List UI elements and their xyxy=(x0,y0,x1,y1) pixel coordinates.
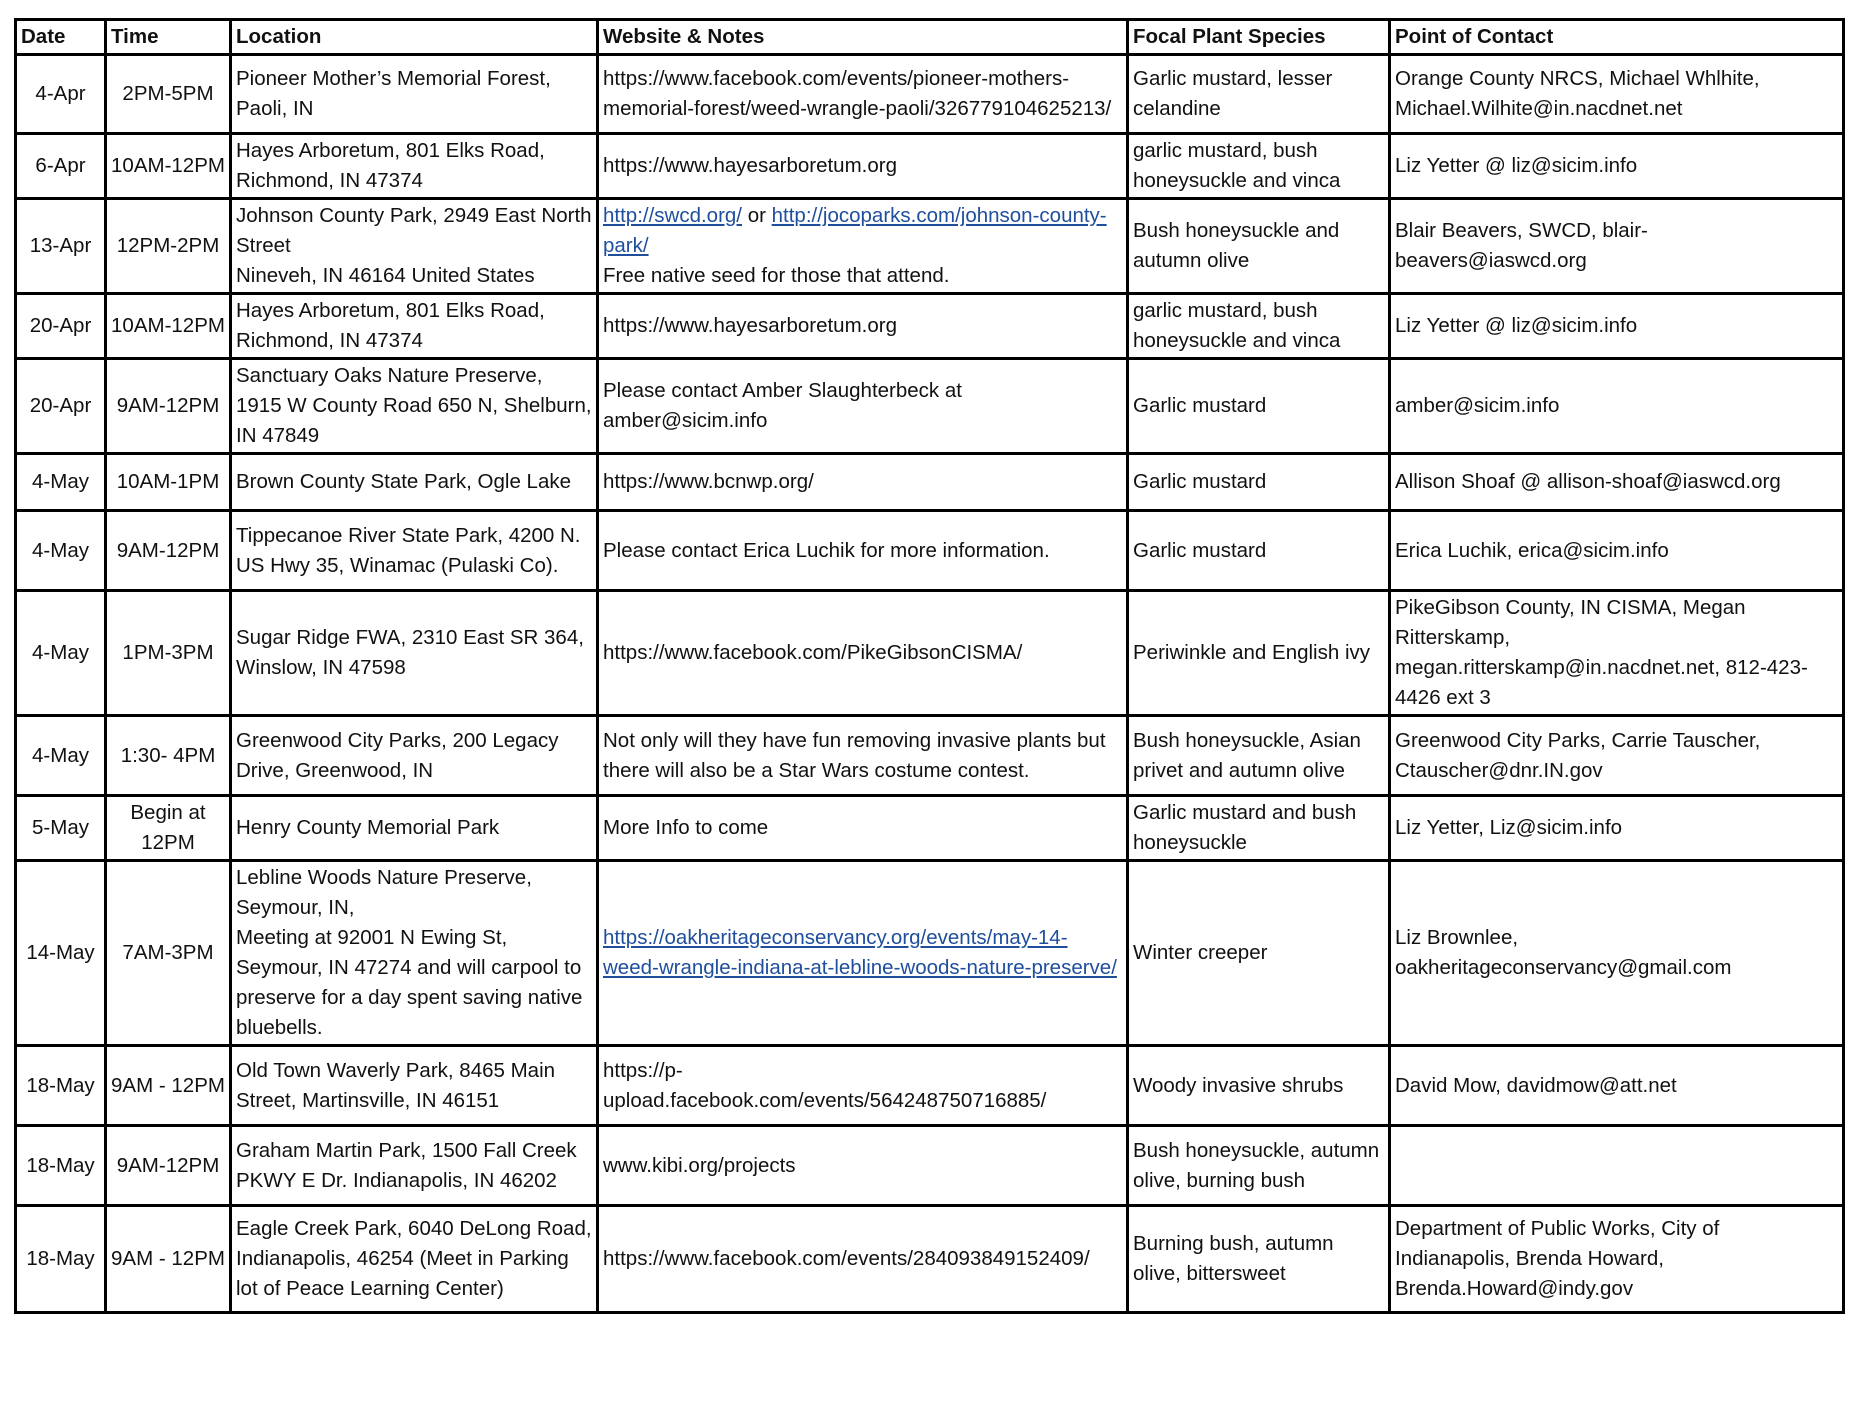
cell-website-notes xyxy=(598,1046,1128,1126)
cell-website-notes xyxy=(598,1126,1128,1206)
website-note: Free native seed for those that attend. xyxy=(603,264,950,287)
cell-location xyxy=(231,134,598,199)
location-text: Brown County State Park, Ogle Lake xyxy=(236,470,572,493)
cell-location xyxy=(231,1126,598,1206)
cell-plant-species: Garlic mustard xyxy=(1128,359,1390,454)
location-text: Greenwood City Parks, 200 Legacy Drive, Greenwood, IN xyxy=(236,728,559,782)
cell-contact: Liz Yetter, Liz@sicim.info xyxy=(1390,796,1844,861)
cell-date: 4-May xyxy=(16,511,106,591)
cell-contact: Liz Yetter @ liz@sicim.info xyxy=(1390,294,1844,359)
cell-website-notes xyxy=(598,454,1128,511)
cell-time: 10AM-1PM xyxy=(106,454,231,511)
cell-date: 4-May xyxy=(16,454,106,511)
header-row xyxy=(16,20,1844,55)
header-website-notes: Website & Notes xyxy=(598,20,1128,55)
cell-date: 13-Apr xyxy=(16,199,106,294)
website-text: Not only will they have fun removing invasive plants but there will also be a Star Wars costume contest. xyxy=(603,728,1106,782)
cell-contact: Erica Luchik, erica@sicim.info xyxy=(1390,511,1844,591)
table-row xyxy=(16,511,1844,591)
table-row xyxy=(16,294,1844,359)
cell-plant-species: garlic mustard, bush honeysuckle and vinca xyxy=(1128,134,1390,199)
cell-plant-species: Bush honeysuckle, Asian privet and autumn olive xyxy=(1128,716,1390,796)
cell-plant-species: Garlic mustard xyxy=(1128,454,1390,511)
link-separator: or xyxy=(742,204,772,227)
cell-plant-species: Garlic mustard, lesser celandine xyxy=(1128,55,1390,134)
website-text: https://www.hayesarboretum.org xyxy=(603,314,897,337)
table-row xyxy=(16,591,1844,716)
website-text: https://p-upload.facebook.com/events/564248750716885/ xyxy=(603,1058,1047,1112)
cell-website-notes xyxy=(598,861,1128,1046)
cell-location xyxy=(231,359,598,454)
cell-location xyxy=(231,55,598,134)
location-text: Eagle Creek Park, 6040 DeLong Road, Indianapolis, 46254 (Meet in Parking lot of Peace Learning Center) xyxy=(236,1217,592,1300)
table-row xyxy=(16,134,1844,199)
location-text: Sanctuary Oaks Nature Preserve, 1915 W County Road 650 N, Shelburn, IN 47849 xyxy=(236,364,592,447)
location-text: Sugar Ridge FWA, 2310 East SR 364, Winslow, IN 47598 xyxy=(236,626,584,679)
cell-plant-species: Burning bush, autumn olive, bittersweet xyxy=(1128,1206,1390,1313)
cell-location xyxy=(231,796,598,861)
cell-date: 20-Apr xyxy=(16,359,106,454)
location-text: Lebline Woods Nature Preserve, Seymour, IN, xyxy=(236,866,532,919)
cell-time: 9AM - 12PM xyxy=(106,1046,231,1126)
cell-date: 4-May xyxy=(16,716,106,796)
cell-website-notes xyxy=(598,591,1128,716)
cell-website-notes xyxy=(598,134,1128,199)
website-text: Please contact Erica Luchik for more information. xyxy=(603,538,1050,562)
location-text: Hayes Arboretum, 801 Elks Road, Richmond, IN 47374 xyxy=(236,299,545,352)
cell-website-notes xyxy=(598,294,1128,359)
cell-website-notes xyxy=(598,796,1128,861)
cell-location xyxy=(231,591,598,716)
cell-time: 9AM-12PM xyxy=(106,359,231,454)
cell-date: 5-May xyxy=(16,796,106,861)
cell-location xyxy=(231,294,598,359)
cell-contact xyxy=(1390,1126,1844,1206)
cell-location xyxy=(231,861,598,1046)
header-date: Date xyxy=(16,20,106,55)
website-text: https://www.facebook.com/events/pioneer-mothers-memorial-forest/weed-wrangle-paoli/326779104625213/ xyxy=(603,67,1112,120)
cell-contact: Liz Brownlee, oakheritageconservancy@gmail.com xyxy=(1390,861,1844,1046)
header-time: Time xyxy=(106,20,231,55)
cell-contact: Orange County NRCS, Michael Whlhite, Michael.Wilhite@in.nacdnet.net xyxy=(1390,55,1844,134)
table-row xyxy=(16,454,1844,511)
cell-time: 9AM-12PM xyxy=(106,511,231,591)
cell-contact: Blair Beavers, SWCD, blair-beavers@iaswcd.org xyxy=(1390,199,1844,294)
header-focal-plant-species: Focal Plant Species xyxy=(1128,20,1390,55)
website-text: Please contact Amber Slaughterbeck at amber@sicim.info xyxy=(603,379,962,432)
cell-date: 18-May xyxy=(16,1126,106,1206)
cell-website-notes xyxy=(598,199,1128,294)
location-text: Hayes Arboretum, 801 Elks Road, Richmond, IN 47374 xyxy=(236,139,545,192)
cell-contact: amber@sicim.info xyxy=(1390,359,1844,454)
location-text: Graham Martin Park, 1500 Fall Creek PKWY E Dr. Indianapolis, IN 46202 xyxy=(236,1138,577,1192)
cell-website-notes xyxy=(598,716,1128,796)
cell-plant-species: Bush honeysuckle, autumn olive, burning bush xyxy=(1128,1126,1390,1206)
header-location: Location xyxy=(231,20,598,55)
cell-date: 14-May xyxy=(16,861,106,1046)
jocoparks-link[interactable]: http://jocoparks.com/johnson-county-park/ xyxy=(603,204,1107,257)
cell-time: 12PM-2PM xyxy=(106,199,231,294)
cell-time: 10AM-12PM xyxy=(106,294,231,359)
cell-website-notes xyxy=(598,1206,1128,1313)
location-text: Tippecanoe River State Park, 4200 N. US Hwy 35, Winamac (Pulaski Co). xyxy=(236,523,581,577)
event-schedule-table xyxy=(14,18,1845,1314)
website-text: www.kibi.org/projects xyxy=(603,1153,796,1177)
cell-location xyxy=(231,1206,598,1313)
table-row xyxy=(16,796,1844,861)
table-row xyxy=(16,1126,1844,1206)
cell-time: 1:30- 4PM xyxy=(106,716,231,796)
cell-date: 18-May xyxy=(16,1046,106,1126)
website-text: https://www.facebook.com/PikeGibsonCISMA/ xyxy=(603,641,1023,664)
location-text: Nineveh, IN 46164 United States xyxy=(236,264,535,287)
cell-plant-species: Garlic mustard and bush honeysuckle xyxy=(1128,796,1390,861)
cell-date: 4-May xyxy=(16,591,106,716)
cell-website-notes xyxy=(598,359,1128,454)
cell-contact: PikeGibson County, IN CISMA, Megan Ritterskamp, megan.ritterskamp@in.nacdnet.net, 812-423-4426 ext 3 xyxy=(1390,591,1844,716)
cell-plant-species: Winter creeper xyxy=(1128,861,1390,1046)
location-text: Old Town Waverly Park, 8465 Main Street, Martinsville, IN 46151 xyxy=(236,1058,556,1112)
cell-date: 18-May xyxy=(16,1206,106,1313)
website-text: More Info to come xyxy=(603,816,769,839)
website-text: https://www.hayesarboretum.org xyxy=(603,154,897,177)
cell-date: 4-Apr xyxy=(16,55,106,134)
cell-time: 10AM-12PM xyxy=(106,134,231,199)
cell-location xyxy=(231,716,598,796)
cell-time: Begin at 12PM xyxy=(106,796,231,861)
table-row xyxy=(16,359,1844,454)
website-links xyxy=(603,201,1122,261)
cell-contact: Greenwood City Parks, Carrie Tauscher, Ctauscher@dnr.IN.gov xyxy=(1390,716,1844,796)
table-row xyxy=(16,1046,1844,1126)
cell-contact: Allison Shoaf @ allison-shoaf@iaswcd.org xyxy=(1390,454,1844,511)
swcd-link[interactable]: http://swcd.org/ xyxy=(603,204,743,227)
cell-date: 20-Apr xyxy=(16,294,106,359)
cell-plant-species: Garlic mustard xyxy=(1128,511,1390,591)
website-text: https://www.bcnwp.org/ xyxy=(603,470,814,493)
location-text: Pioneer Mother’s Memorial Forest, Paoli, IN xyxy=(236,67,551,120)
cell-time: 9AM - 12PM xyxy=(106,1206,231,1313)
table-row xyxy=(16,716,1844,796)
cell-time: 9AM-12PM xyxy=(106,1126,231,1206)
cell-location xyxy=(231,511,598,591)
cell-website-notes xyxy=(598,511,1128,591)
cell-contact: David Mow, davidmow@att.net xyxy=(1390,1046,1844,1126)
cell-time: 1PM-3PM xyxy=(106,591,231,716)
table-row xyxy=(16,861,1844,1046)
location-text: Meeting at 92001 N Ewing St, Seymour, IN 47274 and will carpool to preserve for a day spent saving native bluebells. xyxy=(236,926,583,1039)
header-point-of-contact: Point of Contact xyxy=(1390,20,1844,55)
table-row xyxy=(16,199,1844,294)
cell-contact: Department of Public Works, City of Indianapolis, Brenda Howard, Brenda.Howard@indy.gov xyxy=(1390,1206,1844,1313)
cell-location xyxy=(231,1046,598,1126)
location-text: Johnson County Park, 2949 East North Street xyxy=(236,204,592,257)
cell-location xyxy=(231,454,598,511)
cell-website-notes xyxy=(598,55,1128,134)
cell-plant-species: Woody invasive shrubs xyxy=(1128,1046,1390,1126)
cell-plant-species: Periwinkle and English ivy xyxy=(1128,591,1390,716)
location-text: Henry County Memorial Park xyxy=(236,816,500,839)
oakheritage-event-link[interactable]: https://oakheritageconservancy.org/events/may-14-weed-wrangle-indiana-at-lebline-woods-nature-preserve/ xyxy=(603,926,1117,979)
cell-plant-species: Bush honeysuckle and autumn olive xyxy=(1128,199,1390,294)
table-row xyxy=(16,55,1844,134)
website-text: https://www.facebook.com/events/284093849152409/ xyxy=(603,1247,1090,1270)
cell-time: 7AM-3PM xyxy=(106,861,231,1046)
cell-plant-species: garlic mustard, bush honeysuckle and vinca xyxy=(1128,294,1390,359)
cell-date: 6-Apr xyxy=(16,134,106,199)
cell-contact: Liz Yetter @ liz@sicim.info xyxy=(1390,134,1844,199)
table-row xyxy=(16,1206,1844,1313)
cell-time: 2PM-5PM xyxy=(106,55,231,134)
cell-location xyxy=(231,199,598,294)
